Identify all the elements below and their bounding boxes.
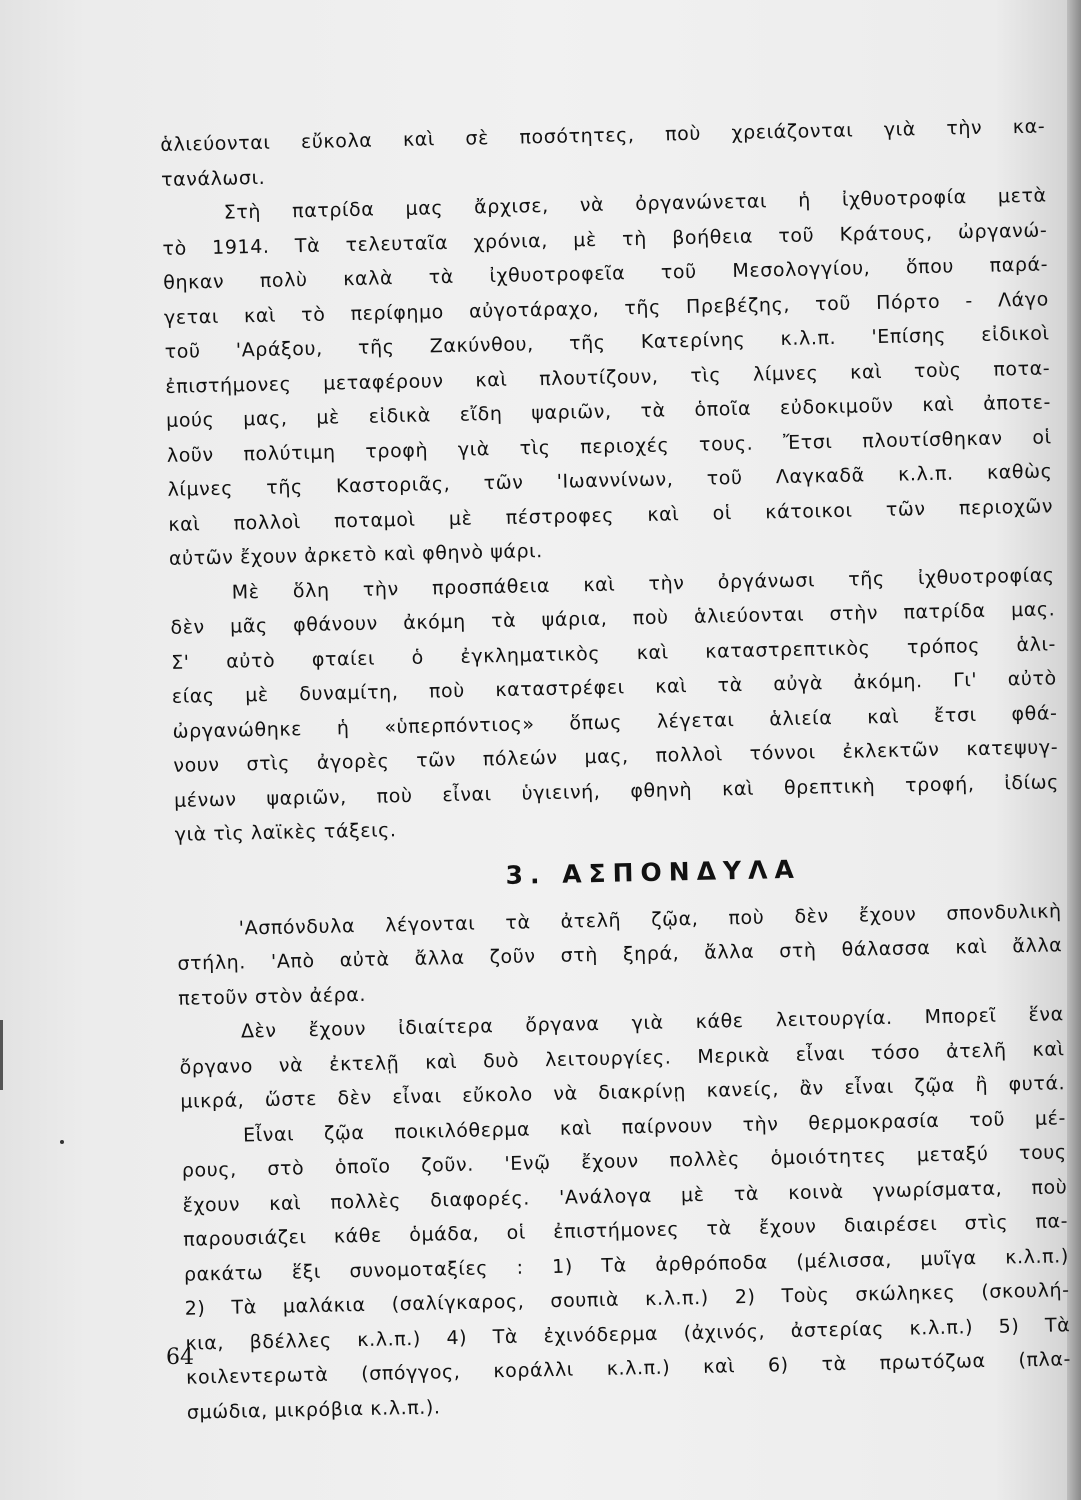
text-line: καὶ πολλοὶ ποταμοὶ μὲ πέστροφες καὶ οἱ κάτοικοι τῶν περιοχῶν [168, 494, 1054, 536]
page-text [160, 109, 1072, 1429]
ink-speck [60, 1140, 64, 1144]
text-line: ἐπιστήμονες μεταφέρουν καὶ πλουτίζουν, τὶς λίμνες καὶ τοὺς ποτα- [165, 356, 1051, 398]
text-line: στήλη. 'Απὸ αὐτὰ ἄλλα ζοῦν στὴ ξηρά, ἄλλα στὴ θάλασσα καὶ ἄλλα [177, 934, 1063, 975]
text-line: κοιλεντερωτὰ (σπόγγος, κοράλλι κ.λ.π.) καὶ 6) τὰ πρωτόζωα (πλα- [185, 1348, 1072, 1389]
text-line: είας μὲ δυναμίτη, ποὺ καταστρέφει καὶ τὰ αὐγὰ ἀκόμη. Γι' αὐτὸ [171, 667, 1057, 708]
text-line: τοῦ 'Αράξου, τῆς Ζακύνθου, τῆς Κατερίνης κ.λ.π. 'Επίσης εἰδικοὶ [164, 322, 1050, 363]
text-line: ὄργανο νὰ ἐκτελῇ καὶ δυὸ λειτουργίες. Μερικὰ εἶναι τόσο ἀτελῆ καὶ [179, 1037, 1065, 1079]
text-line: 2) Τὰ μαλάκια (σαλίγκαρος, σουπιὰ κ.λ.π.) 2) Τοὺς σκώληκες (σκουλή- [184, 1279, 1070, 1320]
text-line: ὠργανώθηκε ἡ «ὑπερπόντιος» ὅπως λέγεται ἁλιεία καὶ ἔτσι φθά- [172, 701, 1058, 743]
binding-mark [0, 1020, 3, 1090]
paragraph-start-line: Στὴ πατρίδα μας ἄρχισε, νὰ ὀργανώνεται ἡ ἰχθυοτροφία μετὰ [223, 184, 1047, 224]
text-line: πετοῦν στὸν ἀέρα. [178, 983, 367, 1010]
paragraph-start-line: Εἶναι ζῷα ποικιλόθερμα καὶ παίρνουν τὴν θερμοκρασία τοῦ μέ- [242, 1106, 1067, 1146]
text-line: παρουσιάζει κάθε ὁμάδα, οἱ ἐπιστήμονες τὰ ἔχουν διαιρέσει στὶς πα- [183, 1210, 1069, 1251]
paragraph-start-line: Δὲν ἔχουν ἰδιαίτερα ὄργανα γιὰ κάθε λειτουργία. Μπορεῖ ἕνα [240, 1003, 1064, 1043]
section-heading: 3. ΑΣΠΟΝΔΥΛΑ [505, 854, 802, 890]
text-line: μένων ψαριῶν, ποὺ εἶναι ὑγιεινή, φθηνὴ καὶ θρεπτικὴ τροφή, ἰδίως [173, 770, 1060, 812]
text-line: νουν στὶς ἀγορὲς τῶν πόλεών μας, πολλοὶ τόννοι ἐκλεκτῶν κατεψυγ- [173, 736, 1059, 777]
text-line: μούς μας, μὲ εἰδικὰ εἴδη ψαριῶν, τὰ ὁποῖα εὐδοκιμοῦν καὶ ἀποτε- [165, 391, 1052, 432]
text-line: ἁλιεύονται εὔκολα καὶ σὲ ποσότητες, ποὺ χρειάζονται γιὰ τὴν κα- [160, 115, 1046, 156]
text-line: τὸ 1914. Τὰ τελευταῖα χρόνια, μὲ τὴ βοήθεια τοῦ Κράτους, ὠργανώ- [162, 218, 1048, 260]
text-line: γεται καὶ τὸ περίφημο αὐγοτάραχο, τῆς Πρεβέζης, τοῦ Πόρτο - Λάγο [163, 287, 1050, 329]
paragraph-start-line: Μὲ ὅλη τὴν προσπάθεια καὶ τὴν ὀργάνωσι τῆς ἰχθυοτροφίας [231, 563, 1055, 604]
text-line: σμώδια, μικρόβια κ.λ.π.). [186, 1395, 441, 1424]
page-number: 64 [166, 1345, 194, 1370]
text-line: Σ' αὐτὸ φταίει ὁ ἐγκληματικὸς καὶ καταστρεπτικὸς τρόπος ἁλι- [170, 632, 1057, 674]
text-line: θηκαν πολὺ καλὰ τὰ ἰχθυοτροφεῖα τοῦ Μεσολογγίου, ὅπου παρά- [163, 253, 1049, 294]
text-line: λίμνες τῆς Καστοριᾶς, τῶν 'Ιωαννίνων, τοῦ Λαγκαδᾶ κ.λ.π. καθὼς [167, 460, 1053, 501]
text-line: ρακάτω ἕξι συνομοταξίες : 1) Τὰ ἀρθρόποδα (μέλισσα, μυῖγα κ.λ.π.) [183, 1244, 1070, 1286]
paragraph-start-line: 'Ασπόνδυλα λέγονται τὰ ἀτελῆ ζῷα, ποὺ δὲν ἔχουν σπονδυλικὴ [238, 899, 1062, 940]
text-line: κια, βδέλλες κ.λ.π.) 4) Τὰ ἐχινόδερμα (ἀχινός, ἀστερίας κ.λ.π.) 5) Τὰ [185, 1313, 1071, 1355]
text-line: ρους, στὸ ὁποῖο ζοῦν. 'Ενῷ ἔχουν πολλὲς ὁμοιότητες μεταξύ τους [181, 1141, 1067, 1182]
text-line: αὐτῶν ἔχουν ἀρκετὸ καὶ φθηνὸ ψάρι. [168, 540, 544, 570]
text-line: δὲν μᾶς φθάνουν ἀκόμη τὰ ψάρια, ποὺ ἁλιεύονται στὴν πατρίδα μας. [170, 598, 1056, 639]
text-line: μικρά, ὥστε δὲν εἶναι εὔκολο νὰ διακρίνῃ κανείς, ἂν εἶναι ζῷα ἢ φυτά. [180, 1072, 1066, 1113]
text-line: ἔχουν καὶ πολλὲς διαφορές. 'Ανάλογα μὲ τὰ κοινὰ γνωρίσματα, ποὺ [182, 1175, 1068, 1217]
text-line: τανάλωσι. [160, 166, 266, 191]
text-line: λοῦν πολύτιμη τροφὴ γιὰ τὶς περιοχές τους. Ἔτσι πλουτίσθηκαν οἱ [166, 425, 1052, 467]
text-line: γιὰ τὶς λαϊκὲς τάξεις. [174, 819, 397, 846]
